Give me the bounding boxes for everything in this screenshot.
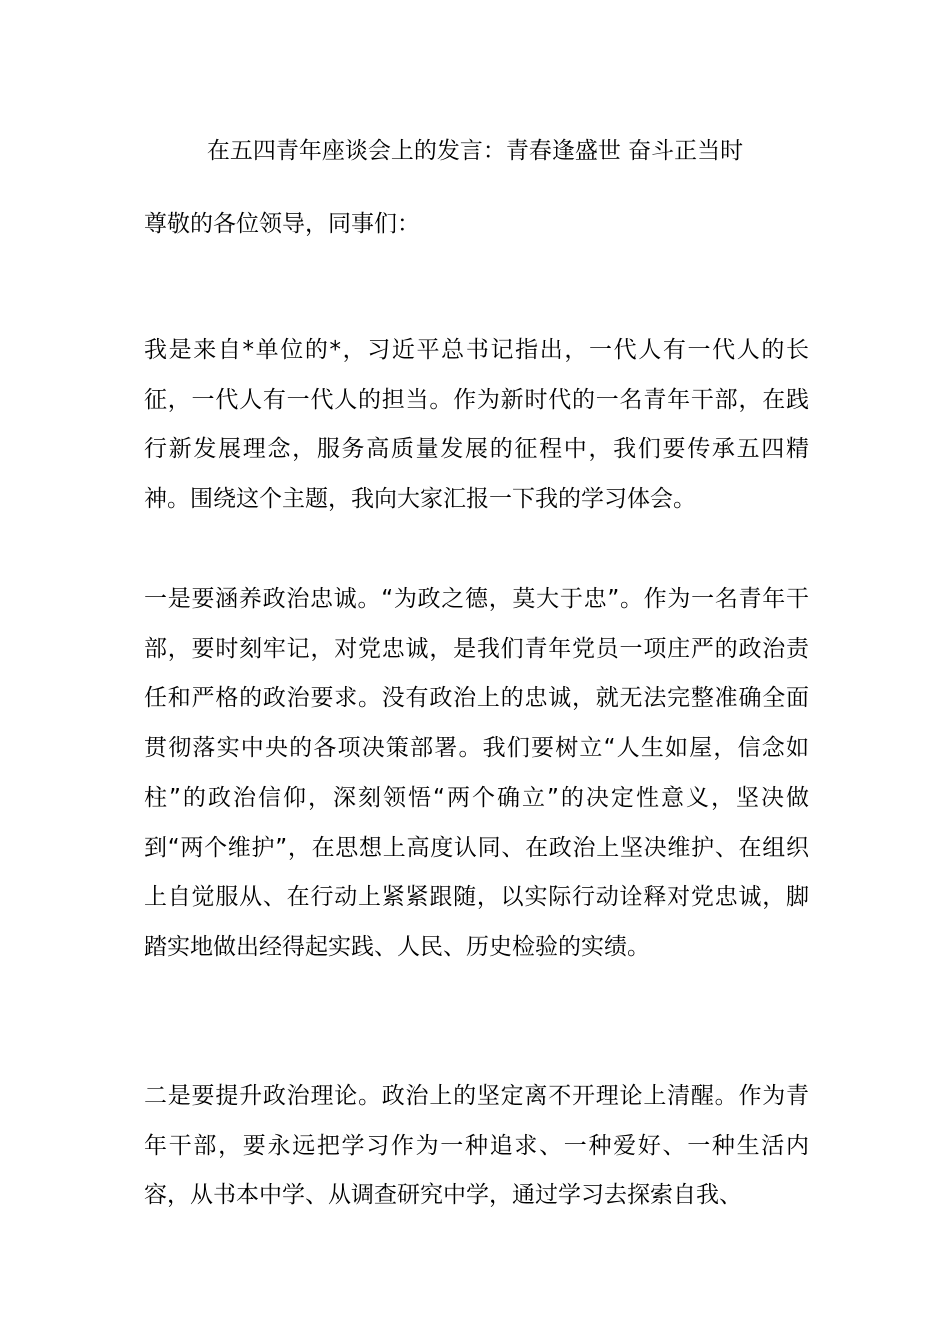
paragraph-point-one: 一是要涵养政治忠诚。“为政之德，莫大于忠”。作为一名青年干部，要时刻牢记，对党忠诚，是我们青年党员一项庄严的政治责任和严格的政治要求。没有政治上的忠诚，就无法完整准确全面贯彻落实中央的各项决策部署。我们要树立“人生如屋，信念如柱”的政治信仰，深刻领悟“两个确立”的决定性意义，坚决做到“两个维护”，在思想上高度认同、在政治上坚决维护、在组织上自觉服从、在行动上紧紧跟随，以实际行动诠释对党忠诚，脚踏实地做出经得起实践、人民、历史检验的实绩。 [144,586,809,960]
document-title: 在五四青年座谈会上的发言：青春逢盛世 奋斗正当时 [206,138,744,164]
paragraph-point-two: 二是要提升政治理论。政治上的坚定离不开理论上清醒。作为青年干部，要永远把学习作为一种追求、一种爱好、一种生活内容，从书本中学、从调查研究中学，通过学习去探索自我、 [144,1083,809,1209]
salutation: 尊敬的各位领导，同事们： [144,211,420,237]
paragraph-intro: 我是来自*单位的*，习近平总书记指出，一代人有一代人的长征，一代人有一代人的担当。作为新时代的一名青年干部，在践行新发展理念，服务高质量发展的征程中，我们要传承五四精神。围绕这个主题，我向大家汇报一下我的学习体会。 [144,337,809,513]
